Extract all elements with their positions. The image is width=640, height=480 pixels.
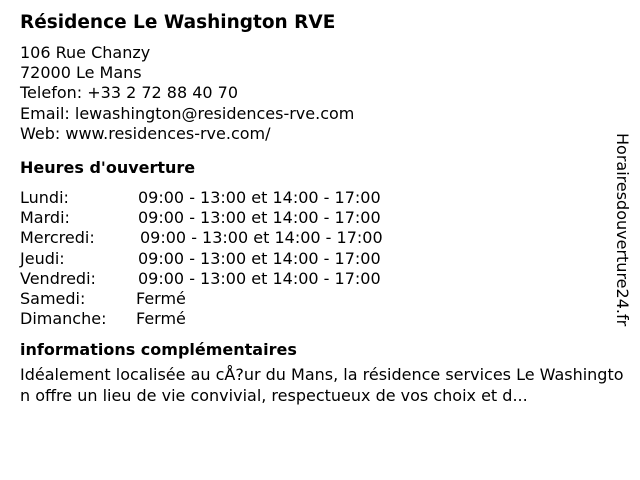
- day-hours: Fermé: [136, 309, 186, 329]
- hours-row-tuesday: [20, 208, 610, 228]
- address-block: [20, 43, 610, 144]
- hours-row-monday: [20, 188, 610, 208]
- day-label: Samedi:: [20, 289, 86, 309]
- business-name: Résidence Le Washington RVE: [20, 12, 336, 33]
- hours-row-sunday: [20, 309, 610, 329]
- phone-number: Telefon: +33 2 72 88 40 70: [20, 83, 239, 103]
- email-address: Email: lewashington@residences-rve.com: [20, 103, 355, 123]
- day-label: Vendredi:: [20, 268, 96, 288]
- day-hours: 09:00 - 13:00 et 14:00 - 17:00: [138, 188, 381, 208]
- hours-row-thursday: [20, 249, 610, 269]
- day-hours: 09:00 - 13:00 et 14:00 - 17:00: [138, 248, 381, 268]
- opening-hours-title: Heures d'ouverture: [20, 158, 196, 178]
- hours-row-saturday: [20, 289, 610, 309]
- day-label: Mardi:: [20, 208, 70, 228]
- day-label: Dimanche:: [20, 309, 107, 329]
- day-label: Jeudi:: [20, 248, 65, 268]
- hours-row-friday: [20, 269, 610, 289]
- additional-info-title: informations complémentaires: [20, 340, 297, 360]
- day-hours: Fermé: [136, 289, 186, 309]
- city-address: 72000 Le Mans: [20, 63, 142, 83]
- day-hours: 09:00 - 13:00 et 14:00 - 17:00: [138, 208, 381, 228]
- day-label: Mercredi:: [20, 228, 95, 248]
- site-watermark: Horairesdouverture24.fr: [613, 133, 632, 327]
- website-address: Web: www.residences-rve.com/: [20, 123, 271, 143]
- additional-info-text: Idéalement localisée au cÅ?ur du Mans, la résidence services Le Washington offre un lieu de vie convivial, respectueux de vos choix et d...: [20, 365, 624, 405]
- day-label: Lundi:: [20, 188, 69, 208]
- street-address: 106 Rue Chanzy: [20, 43, 151, 62]
- opening-hours-table: [20, 188, 610, 329]
- day-hours: 09:00 - 13:00 et 14:00 - 17:00: [140, 228, 383, 248]
- day-hours: 09:00 - 13:00 et 14:00 - 17:00: [138, 268, 381, 288]
- hours-row-wednesday: [20, 228, 610, 248]
